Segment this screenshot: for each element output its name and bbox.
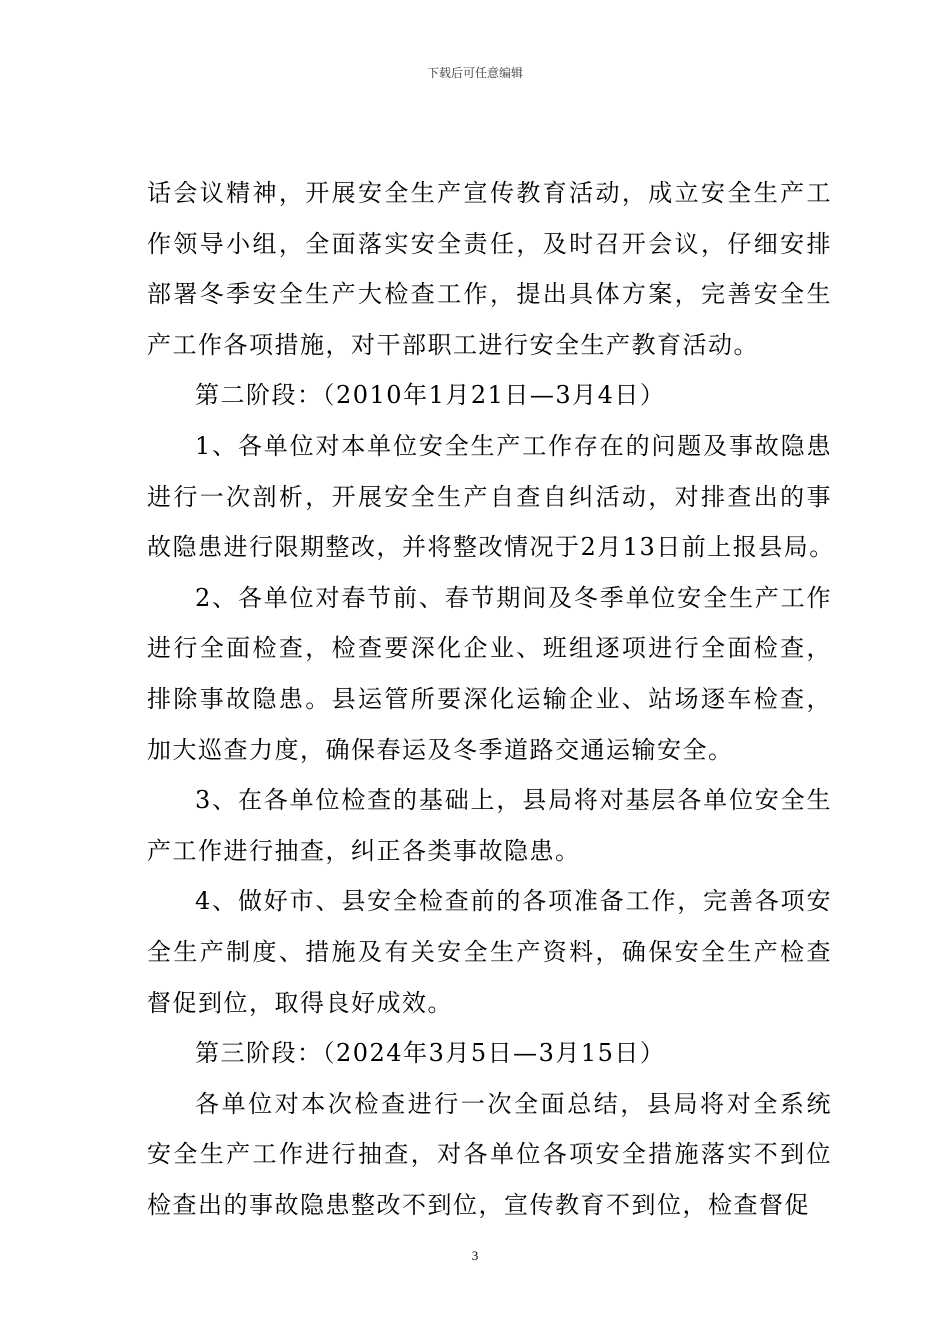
text-line: 2、各单位对春节前、春节期间及冬季单位安全生产工作 bbox=[195, 583, 832, 612]
text-line: 作领导小组，全面落实安全责任，及时召开会议，仔细安排 bbox=[147, 229, 832, 258]
text-line: 1、各单位对本单位安全生产工作存在的问题及事故隐患 bbox=[195, 431, 832, 460]
text-line: 产工作进行抽查，纠正各类事故隐患。 bbox=[147, 836, 581, 865]
text-line: 3、在各单位检查的基础上，县局将对基层各单位安全生 bbox=[195, 786, 832, 815]
text-line: 加大巡查力度，确保春运及冬季道路交通运输安全。 bbox=[147, 735, 734, 764]
text-line: 督促到位，取得良好成效。 bbox=[147, 988, 453, 1017]
page-number: 3 bbox=[471, 1248, 479, 1263]
text-line: 话会议精神，开展安全生产宣传教育活动，成立安全生产工 bbox=[147, 179, 832, 207]
paragraph bbox=[147, 421, 835, 573]
text-line: 第三阶段：（2024年3月5日—3月15日） bbox=[195, 1039, 666, 1068]
paragraph bbox=[147, 370, 832, 421]
paragraph bbox=[147, 876, 832, 1028]
text-line: 各单位对本次检查进行一次全面总结，县局将对全系统 bbox=[195, 1089, 832, 1118]
text-line: 检查出的事故隐患整改不到位，宣传教育不到位，检查督促 bbox=[147, 1190, 810, 1219]
text-line: 产工作各项措施，对干部职工进行安全生产教育活动。 bbox=[147, 330, 759, 359]
text-line: 排除事故隐患。县运管所要深化运输企业、站场逐车检查， bbox=[147, 684, 832, 713]
text-line: 全生产制度、措施及有关安全生产资料，确保安全生产检查 bbox=[147, 937, 832, 966]
text-line: 故隐患进行限期整改，并将整改情况于2月13日前上报县局。 bbox=[147, 533, 835, 562]
paragraph bbox=[147, 775, 832, 876]
text-line: 安全生产工作进行抽查，对各单位各项安全措施落实不到位 bbox=[147, 1140, 832, 1169]
paragraph bbox=[147, 168, 832, 370]
text-line: 部署冬季安全生产大检查工作，提出具体方案，完善安全生 bbox=[147, 280, 832, 309]
paragraph bbox=[147, 1028, 832, 1079]
header-note: 下载后可任意编辑 bbox=[426, 66, 523, 80]
text-line: 进行全面检查，检查要深化企业、班组逐项进行全面检查， bbox=[147, 634, 832, 663]
paragraph bbox=[147, 573, 832, 775]
document-body bbox=[147, 168, 835, 1230]
text-line: 进行一次剖析，开展安全生产自查自纠活动，对排查出的事 bbox=[147, 482, 832, 511]
paragraph bbox=[147, 1079, 832, 1231]
text-line: 4、做好市、县安全检查前的各项准备工作，完善各项安 bbox=[195, 887, 832, 916]
text-line: 第二阶段：（2010年1月21日—3月4日） bbox=[195, 381, 666, 410]
